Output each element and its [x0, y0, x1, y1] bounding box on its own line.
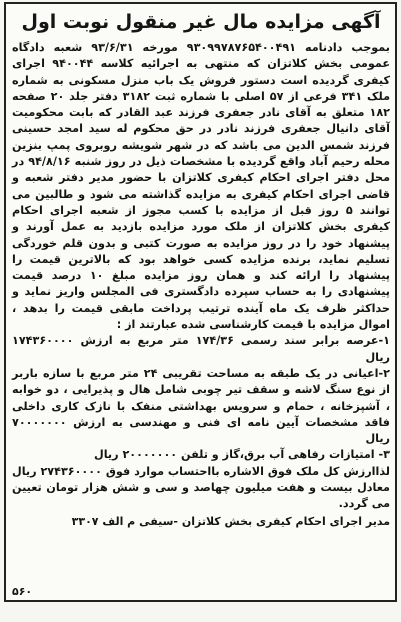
notice-total-value: لذاارزش کل ملک فوق الاشاره بااحتساب موارد فوق ۲۷۴۳۶۰۰۰۰ ریال معادل بیست و هفت میلیون چهاصد و سی و شش هزار تومان تعیین می گردد.	[12, 464, 390, 511]
auction-notice	[4, 2, 397, 602]
notice-signature: مدیر اجرای احکام کیفری بخش کلاتزان -سیفی م الف ۳۳۰۷	[71, 514, 390, 528]
notice-body	[12, 40, 390, 513]
page-number: ۵۶۰	[12, 585, 33, 598]
notice-item-land: ۱-عرصه برابر سند رسمی ۱۷۴/۳۶ متر مربع به ارزش ۱۷۴۳۶۰۰۰۰ ریال	[12, 334, 390, 364]
notice-title: آگهی مزایده مال غیر منقول نوبت اول	[21, 11, 381, 33]
notice-item-building: ۲-اعیانی در یک طبقه به مساحت تقریبی ۲۴ متر مربع با سازه باربر از نوع سنگ لاشه و سقف تیر چوبی شامل هال و پذیرایی ، دو خوابه ، آشپزخانه ، حمام و سرویس بهداشتی منفک با نازک کاری داخلی فاقد مشخصات آیین نامه ای فنی و مهندسی به ارزش ۷۰۰۰۰۰۰۰ ریال	[12, 366, 390, 446]
notice-paragraph: بموجب دادنامه ۹۳۰۹۹۷۸۷۶۵۴۰۰۴۹۱ مورخه ۹۳/۶/۳۱ شعبه دادگاه عمومی بخش کلاتزان که منتهی به اجرائیه کلاسه ۹۴۰۰۴۴ اجرای کیفری گردیده است دستور فروش یک باب منزل مسکونی به شماره ملک ۳۴۱ فرعی از ۵۷ اصلی با شماره ثبت ۳۱۸۲ دفتر جلد ۲۰ صفحه ۱۸۲ متعلق به آقای نادر جعفری فرزند عبد القادر که بابت محکومیت آقای دانیال جعفری فرزند نادر در حق محکوم له سید امجد حسینی فرزند شمس الدین می باشد که در شهر شویشه روبروی پمپ بنزین محله رحیم آباد واقع گردیده با مشخصات ذیل در روز شنبه ۹۴/۸/۱۶ در محل دفتر اجرای احکام کیفری کلاتزان با حضور مدیر دفتر شعبه و قاضی اجرای احکام کیفری به مزایده گذاشته می شود و طالبین می توانند ۵ روز قبل از مزایده با کسب مجوز از شعبه اجرای احکام کیفری بخش کلاتزان از ملک مورد مزایده بازدید به عمل آورند و پیشنهاد خود را در روز مزایده به صورت کتبی و بدون قلم خوردگی تسلیم نماید، برنده مزایده کسی خواهد بود که بالاترین قیمت را پیشنهاد را ارائه کند و همان روز مزایده مبلغ ۱۰ درصد قیمت پیشنهادی را به حساب سپرده دادگستری فی المجلس واریز نماید و حداکثر ظرف یک ماه آینده ترتیب پرداخت مابقی قیمت را بدهد ، اموال مزایده با قیمت کارشناسی شده عبارتند از :	[12, 41, 391, 332]
notice-item-utilities: ۳- امتیازات رفاهی آب برق،گاز و تلفن ۲۰۰۰۰۰۰۰ ریال	[94, 448, 390, 462]
